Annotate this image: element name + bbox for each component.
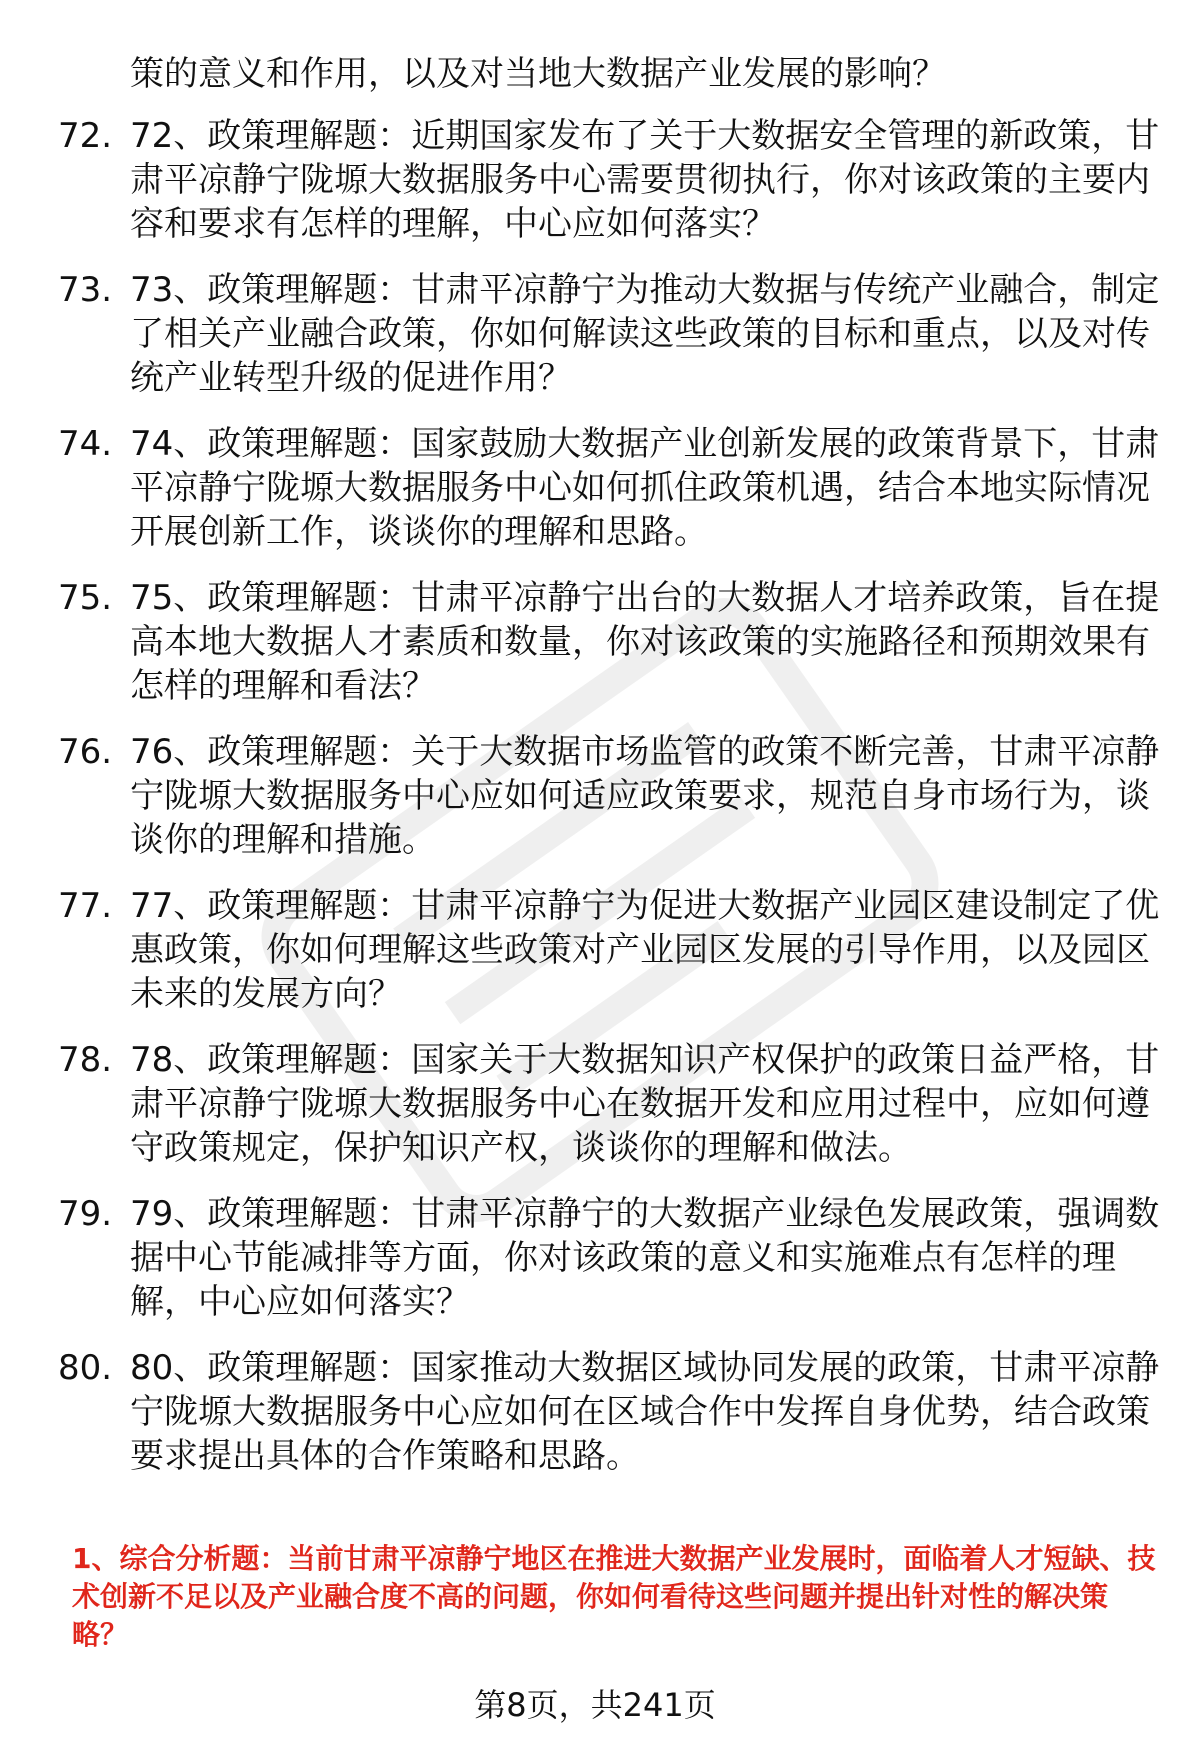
- intro-continuation: 策的意义和作用，以及对当地大数据产业发展的影响？: [130, 54, 946, 94]
- list-item: [58, 1192, 1158, 1324]
- list-item: [58, 114, 1158, 246]
- question-number: 80.: [58, 1348, 113, 1388]
- question-text: 78、政策理解题：国家关于大数据知识产权保护的政策日益严格，甘肃平凉静宁陇塬大数据服务中心在数据开发和应用过程中，应如何遵守政策规定，保护知识产权，谈谈你的理解和做法。: [130, 1040, 1160, 1168]
- question-number: 76.: [58, 732, 113, 772]
- question-number: 72.: [58, 116, 113, 156]
- page-footer: 第8页，共241页: [474, 1686, 716, 1724]
- question-text: 72、政策理解题：近期国家发布了关于大数据安全管理的新政策，甘肃平凉静宁陇塬大数据服务中心需要贯彻执行，你对该政策的主要内容和要求有怎样的理解，中心应如何落实？: [130, 116, 1160, 244]
- list-item: [58, 422, 1158, 554]
- question-number: 75.: [58, 578, 113, 618]
- list-item: [58, 1346, 1158, 1478]
- question-list: [58, 114, 1158, 1500]
- question-number: 79.: [58, 1194, 113, 1234]
- question-text: 76、政策理解题：关于大数据市场监管的政策不断完善，甘肃平凉静宁陇塬大数据服务中心应如何适应政策要求，规范自身市场行为，谈谈你的理解和措施。: [130, 732, 1160, 860]
- question-text: 75、政策理解题：甘肃平凉静宁出台的大数据人才培养政策，旨在提高本地大数据人才素质和数量，你对该政策的实施路径和预期效果有怎样的理解和看法？: [130, 578, 1160, 706]
- highlight-question: 1、综合分析题：当前甘肃平凉静宁地区在推进大数据产业发展时，面临着人才短缺、技术创新不足以及产业融合度不高的问题，你如何看待这些问题并提出针对性的解决策略？: [72, 1542, 1156, 1651]
- question-text: 74、政策理解题：国家鼓励大数据产业创新发展的政策背景下，甘肃平凉静宁陇塬大数据服务中心如何抓住政策机遇，结合本地实际情况开展创新工作，谈谈你的理解和思路。: [130, 424, 1160, 552]
- question-number: 78.: [58, 1040, 113, 1080]
- question-number: 73.: [58, 270, 113, 310]
- question-text: 77、政策理解题：甘肃平凉静宁为促进大数据产业园区建设制定了优惠政策，你如何理解这些政策对产业园区发展的引导作用，以及园区未来的发展方向？: [130, 886, 1160, 1014]
- question-text: 79、政策理解题：甘肃平凉静宁的大数据产业绿色发展政策，强调数据中心节能减排等方面，你对该政策的意义和实施难点有怎样的理解，中心应如何落实？: [130, 1194, 1160, 1322]
- question-text: 80、政策理解题：国家推动大数据区域协同发展的政策，甘肃平凉静宁陇塬大数据服务中心应如何在区域合作中发挥自身优势，结合政策要求提出具体的合作策略和思路。: [130, 1348, 1160, 1476]
- list-item: [58, 730, 1158, 862]
- question-number: 77.: [58, 886, 113, 926]
- list-item: [58, 1038, 1158, 1170]
- question-number: 74.: [58, 424, 113, 464]
- question-text: 73、政策理解题：甘肃平凉静宁为推动大数据与传统产业融合，制定了相关产业融合政策，你如何解读这些政策的目标和重点，以及对传统产业转型升级的促进作用？: [130, 270, 1160, 398]
- list-item: [58, 576, 1158, 708]
- list-item: [58, 268, 1158, 400]
- list-item: [58, 884, 1158, 1016]
